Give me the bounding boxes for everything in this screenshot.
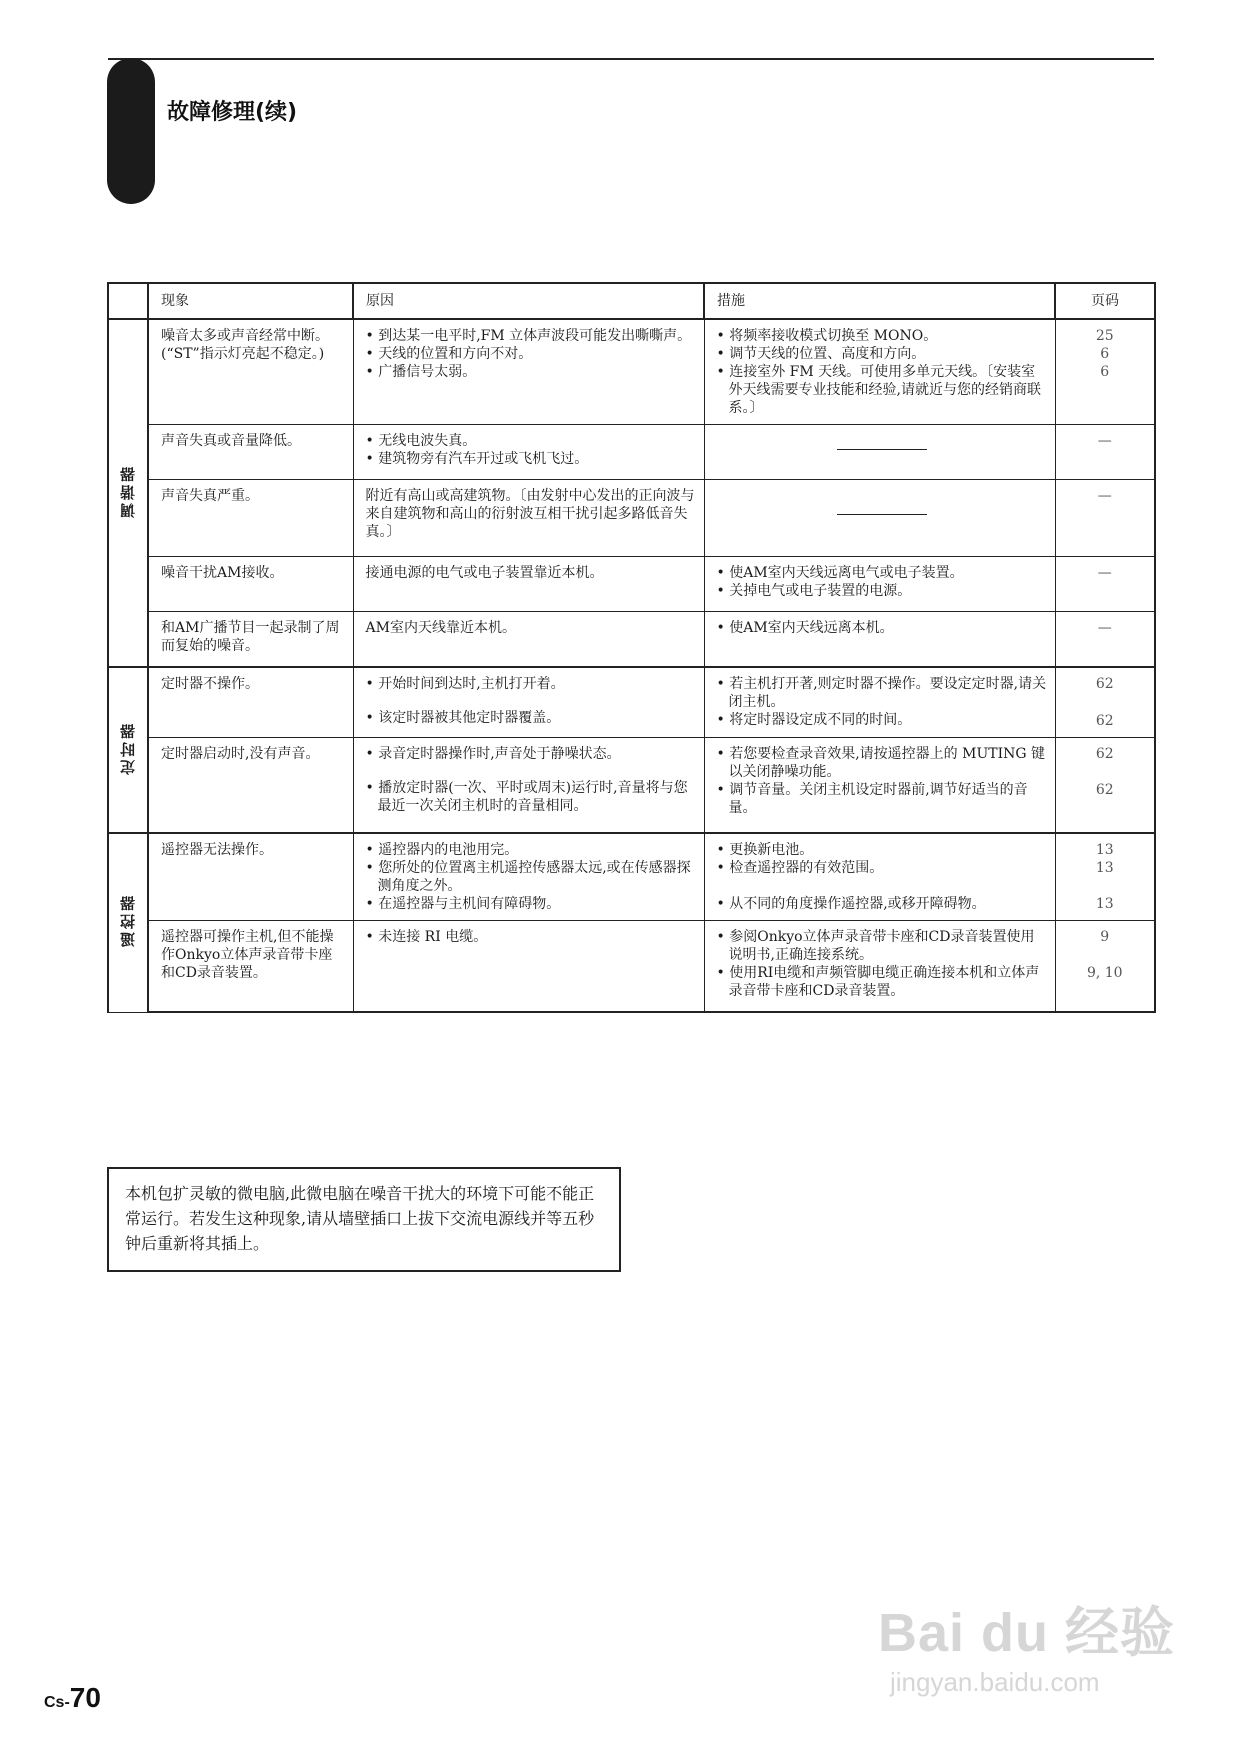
header-symptom: 现象 bbox=[148, 283, 353, 319]
table-row bbox=[108, 738, 1155, 834]
cause-item: • 该定时器被其他定时器覆盖。 bbox=[366, 709, 696, 727]
cause-cell: 附近有高山或高建筑物。〔由发射中心发出的正向波与来自建筑物和高山的衍射波互相干扰引起多路低音失真。〕 bbox=[353, 480, 704, 557]
page-cell: 13 13 13 bbox=[1055, 833, 1155, 921]
cause-cell bbox=[353, 921, 704, 1013]
remedy-item: • 连接室外 FM 天线。可使用多单元天线。〔安装室外天线需要专业技能和经验,请就近与您的经销商联系。〕 bbox=[717, 363, 1047, 417]
remedy-cell bbox=[704, 667, 1055, 738]
remedy-cell bbox=[704, 425, 1055, 480]
cause-item: • 遥控器内的电池用完。 bbox=[366, 841, 696, 859]
symptom-cell: 遥控器无法操作。 bbox=[148, 833, 353, 921]
remedy-item: • 使AM室内天线远离电气或电子装置。 bbox=[717, 564, 1047, 582]
remedy-item: • 关掉电气或电子装置的电源。 bbox=[717, 582, 1047, 600]
remedy-item: • 使AM室内天线远离本机。 bbox=[717, 619, 1047, 637]
symptom-cell: 定时器启动时,没有声音。 bbox=[148, 738, 353, 834]
header-cause: 原因 bbox=[353, 283, 704, 319]
page-cell: 62 62 bbox=[1055, 738, 1155, 834]
table-row bbox=[108, 557, 1155, 612]
remedy-item: • 更换新电池。 bbox=[717, 841, 1047, 859]
remedy-item: • 将频率接收模式切换至 MONO。 bbox=[717, 327, 1047, 345]
symptom-cell: 声音失真或音量降低。 bbox=[148, 425, 353, 480]
table-row bbox=[108, 833, 1155, 921]
cause-cell bbox=[353, 319, 704, 425]
table-row bbox=[108, 612, 1155, 668]
cause-item: • 您所处的位置离主机遥控传感器太远,或在传感器探测角度之外。 bbox=[366, 859, 696, 895]
page-title: 故障修理(续) bbox=[167, 100, 298, 125]
cause-item: • 开始时间到达时,主机打开着。 bbox=[366, 675, 696, 693]
page-cell: — bbox=[1055, 480, 1155, 557]
remedy-item: • 调节天线的位置、高度和方向。 bbox=[717, 345, 1047, 363]
no-remedy-line bbox=[837, 449, 927, 450]
cause-item: • 在遥控器与主机间有障碍物。 bbox=[366, 895, 696, 913]
category-tuner: 调谐器 bbox=[108, 319, 148, 667]
symptom-cell: 噪音干扰AM接收。 bbox=[148, 557, 353, 612]
header-remedy: 措施 bbox=[704, 283, 1055, 319]
watermark-logo: Bai du 经验 bbox=[878, 1603, 1176, 1663]
remedy-cell bbox=[704, 319, 1055, 425]
cause-item: • 建筑物旁有汽车开过或飞机飞过。 bbox=[366, 450, 696, 468]
page-cell: — bbox=[1055, 425, 1155, 480]
cause-cell: 接通电源的电气或电子装置靠近本机。 bbox=[353, 557, 704, 612]
page-cell: 25 6 6 bbox=[1055, 319, 1155, 425]
category-timer: 定时器 bbox=[108, 667, 148, 833]
cause-item: • 未连接 RI 电缆。 bbox=[366, 928, 696, 946]
table-row bbox=[108, 921, 1155, 1013]
notice-box: 本机包扩灵敏的微电脑,此微电脑在噪音干扰大的环境下可能不能正常运行。若发生这种现象,请从墙壁插口上拔下交流电源线并等五秒钟后重新将其插上。 bbox=[107, 1167, 621, 1272]
header-page: 页码 bbox=[1055, 283, 1155, 319]
cause-cell: AM室内天线靠近本机。 bbox=[353, 612, 704, 668]
section-tab bbox=[107, 58, 155, 204]
page-cell: 62 62 bbox=[1055, 667, 1155, 738]
page-cell: — bbox=[1055, 612, 1155, 668]
top-rule bbox=[108, 58, 1154, 60]
troubleshooting-table bbox=[107, 282, 1156, 1013]
no-remedy-line bbox=[837, 514, 927, 515]
remedy-item: • 从不同的角度操作遥控器,或移开障碍物。 bbox=[717, 895, 1047, 913]
symptom-cell: 噪音太多或声音经常中断。(“ST”指示灯亮起不稳定。) bbox=[148, 319, 353, 425]
symptom-cell: 遥控器可操作主机,但不能操作Onkyo立体声录音带卡座和CD录音装置。 bbox=[148, 921, 353, 1013]
remedy-item: • 若主机打开著,则定时器不操作。要设定定时器,请关闭主机。 bbox=[717, 675, 1047, 711]
symptom-cell: 和AM广播节目一起录制了周而复始的噪音。 bbox=[148, 612, 353, 668]
cause-item: • 天线的位置和方向不对。 bbox=[366, 345, 696, 363]
symptom-cell: 定时器不操作。 bbox=[148, 667, 353, 738]
remedy-cell bbox=[704, 738, 1055, 834]
cause-item: • 无线电波失真。 bbox=[366, 432, 696, 450]
remedy-cell bbox=[704, 921, 1055, 1013]
page-cell: — bbox=[1055, 557, 1155, 612]
table-row bbox=[108, 667, 1155, 738]
cause-item: • 录音定时器操作时,声音处于静噪状态。 bbox=[366, 745, 696, 763]
watermark-url: jingyan.baidu.com bbox=[890, 1667, 1100, 1697]
remedy-cell bbox=[704, 612, 1055, 668]
cause-cell bbox=[353, 738, 704, 834]
table-row bbox=[108, 480, 1155, 557]
remedy-cell bbox=[704, 480, 1055, 557]
remedy-item: • 使用RI电缆和声频管脚电缆正确连接本机和立体声录音带卡座和CD录音装置。 bbox=[717, 964, 1047, 1000]
cause-cell bbox=[353, 425, 704, 480]
cause-item: • 播放定时器(一次、平时或周末)运行时,音量将与您最近一次关闭主机时的音量相同。 bbox=[366, 779, 696, 815]
header-blank bbox=[108, 283, 148, 319]
remedy-item: • 若您要检查录音效果,请按遥控器上的 MUTING 键以关闭静噪功能。 bbox=[717, 745, 1047, 781]
remedy-cell bbox=[704, 557, 1055, 612]
table-header-row bbox=[108, 283, 1155, 319]
symptom-cell: 声音失真严重。 bbox=[148, 480, 353, 557]
table-row bbox=[108, 425, 1155, 480]
cause-item: • 到达某一电平时,FM 立体声波段可能发出嘶嘶声。 bbox=[366, 327, 696, 345]
page-cell: 9 9, 10 bbox=[1055, 921, 1155, 1013]
cause-cell bbox=[353, 667, 704, 738]
cause-cell bbox=[353, 833, 704, 921]
table-row bbox=[108, 319, 1155, 425]
category-remote: 遥控器 bbox=[108, 833, 148, 1012]
cause-item: • 广播信号太弱。 bbox=[366, 363, 696, 381]
remedy-item: • 检查遥控器的有效范围。 bbox=[717, 859, 1047, 877]
remedy-item: • 参阅Onkyo立体声录音带卡座和CD录音装置使用说明书,正确连接系统。 bbox=[717, 928, 1047, 964]
remedy-item: • 将定时器设定成不同的时间。 bbox=[717, 711, 1047, 729]
remedy-cell bbox=[704, 833, 1055, 921]
watermark bbox=[878, 1590, 1178, 1710]
remedy-item: • 调节音量。关闭主机设定时器前,调节好适当的音量。 bbox=[717, 781, 1047, 817]
page-number: Cs-70 bbox=[44, 1682, 101, 1713]
